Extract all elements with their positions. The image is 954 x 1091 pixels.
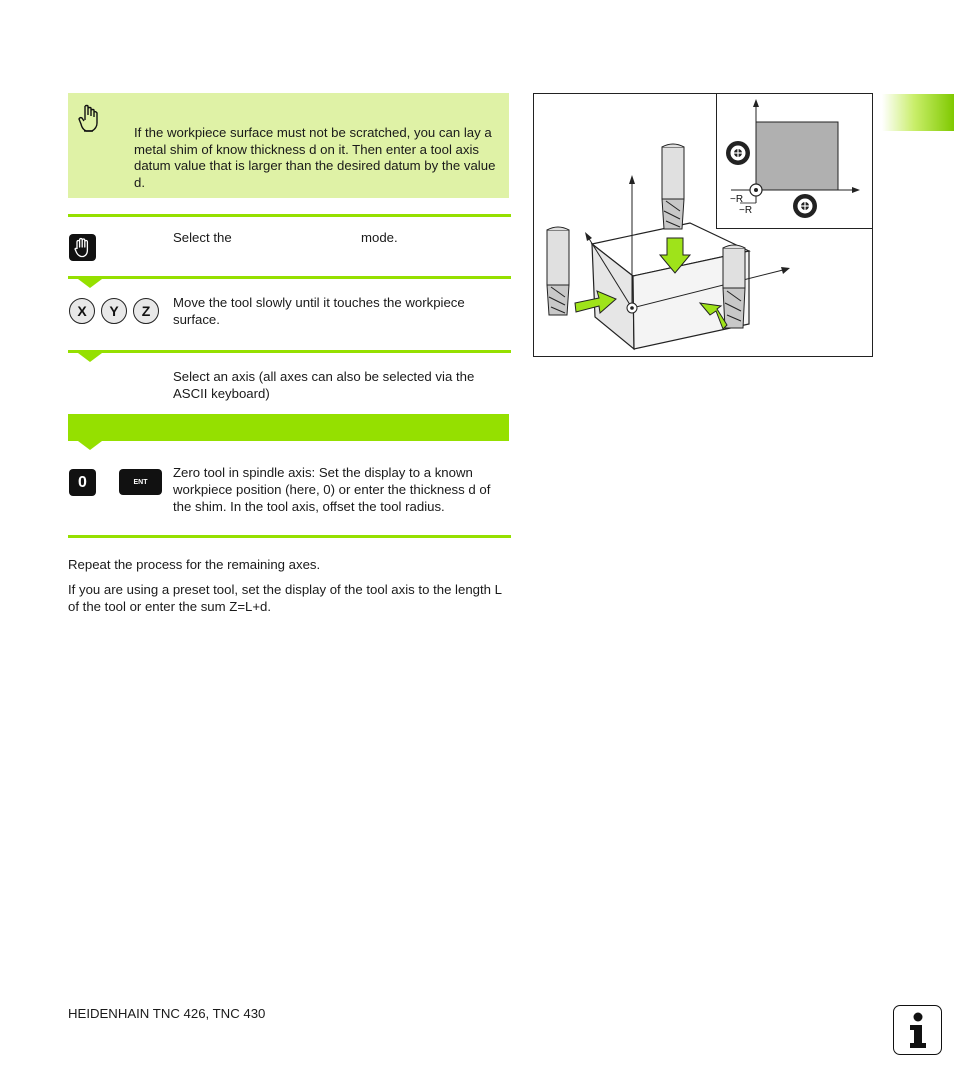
axis-x-key[interactable]: X <box>69 298 95 324</box>
axis-y-key[interactable]: Y <box>101 298 127 324</box>
paragraph-repeat: Repeat the process for the remaining axes. <box>68 557 321 572</box>
manual-mode-key[interactable] <box>69 234 96 261</box>
digit-zero-key[interactable]: 0 <box>69 469 96 496</box>
step-band <box>68 414 509 441</box>
milling-tool-icon <box>547 227 569 315</box>
touch-off-diagram <box>533 93 873 357</box>
step-divider <box>68 214 511 217</box>
paragraph-preset: If you are using a preset tool, set the display of the tool axis to the length L of the tool or enter the sum Z=L+d. <box>68 582 502 614</box>
radius-label-1: −R <box>730 194 744 205</box>
info-icon <box>893 1005 942 1055</box>
step-3-text: Select an axis (all axes can also be selected via the ASCII keyboard) <box>173 369 475 401</box>
step-arrow <box>78 279 102 288</box>
step-2-text: Move the tool slowly until it touches the workpiece surface. <box>173 295 465 327</box>
footer-text: HEIDENHAIN TNC 426, TNC 430 <box>68 1006 266 1021</box>
milling-tool-icon <box>662 144 684 229</box>
hand-icon <box>73 237 92 258</box>
chapter-tab <box>882 94 954 131</box>
step-divider <box>68 535 511 538</box>
step-arrow <box>78 353 102 362</box>
cutter-icon <box>793 194 817 218</box>
axis-z-key[interactable]: Z <box>133 298 159 324</box>
step-1-text-suffix: mode. <box>361 230 398 245</box>
step-4-text: Zero tool in spindle axis: Set the display to a known workpiece position (here, 0) or enter the thickness d of the shim. In the tool axis, offset the tool radius. <box>173 465 491 514</box>
radius-label-2: −R <box>739 205 753 216</box>
step-arrow <box>78 441 102 450</box>
milling-tool-icon <box>723 245 745 328</box>
step-divider <box>68 276 511 279</box>
step-1-text-prefix: Select the <box>173 230 232 245</box>
ent-key[interactable]: ENT <box>119 469 162 495</box>
pointing-hand-icon <box>77 104 101 134</box>
cutter-icon <box>726 141 750 165</box>
note-text: If the workpiece surface must not be scratched, you can lay a metal shim of know thickness d on it. Then enter a tool axis datum value that is larger than the desired datum by the value d. <box>134 125 496 190</box>
step-divider <box>68 350 511 353</box>
